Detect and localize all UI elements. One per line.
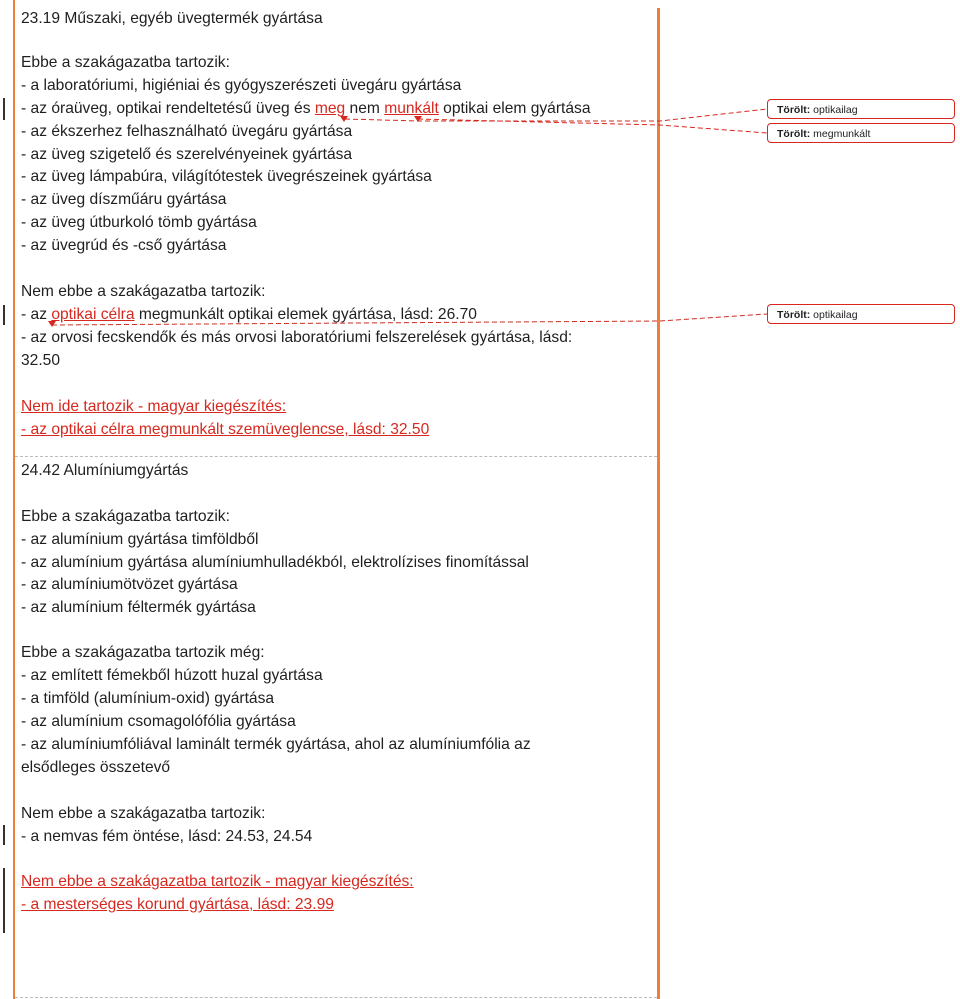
list-item: - az üveg szigetelő és szerelvényeinek gyártása xyxy=(21,146,353,163)
deletion-marker-icon xyxy=(414,116,422,122)
hu-supplement-item: - az optikai célra megmunkált szemüveglencse, lásd: 32.50 xyxy=(21,421,430,438)
list-item: - a timföld (alumínium-oxid) gyártása xyxy=(21,690,275,707)
list-item-with-revisions: - az óraüveg, optikai rendeltetésű üveg és meg nem munkált optikai elem gyártása xyxy=(21,100,591,117)
list-item: - az üveg díszműáru gyártása xyxy=(21,191,227,208)
list-item-continuation: elsődleges összetevő xyxy=(21,759,171,776)
inserted-text: munkált xyxy=(384,100,439,117)
includes-heading: Ebbe a szakágazatba tartozik: xyxy=(21,54,230,71)
list-item: - az alumínium gyártása alumíniumhulladékból, elektrolízises finomítással xyxy=(21,554,529,571)
list-item: - az üvegrúd és -cső gyártása xyxy=(21,237,227,254)
section-break xyxy=(15,456,657,457)
list-item: - az üveg útburkoló tömb gyártása xyxy=(21,214,257,231)
hu-supplement-heading: Nem ebbe a szakágazatba tartozik - magyar kiegészítés: xyxy=(21,873,414,890)
section-title: 23.19 Műszaki, egyéb üvegtermék gyártása xyxy=(21,10,323,27)
list-item: - az alumínium csomagolófólia gyártása xyxy=(21,713,296,730)
list-item: - az alumíniumötvözet gyártása xyxy=(21,576,238,593)
also-includes-heading: Ebbe a szakágazatba tartozik még: xyxy=(21,644,265,661)
list-item: - az üveg lámpabúra, világítótestek üvegrészeinek gyártása xyxy=(21,168,432,185)
includes-heading: Ebbe a szakágazatba tartozik: xyxy=(21,508,230,525)
inserted-text: meg xyxy=(314,100,346,117)
list-item-continuation: 32.50 xyxy=(21,352,61,369)
hu-supplement-heading: Nem ide tartozik - magyar kiegészítés: xyxy=(21,398,287,415)
list-item: - az alumínium gyártása timföldből xyxy=(21,531,259,548)
list-item: - az ékszerhez felhasználható üvegáru gyártása xyxy=(21,123,353,140)
list-item-with-revisions: - az optikai célra megmunkált optikai elemek gyártása, lásd: 26.70 xyxy=(21,306,477,323)
comment-balloon[interactable]: Törölt: optikailag xyxy=(767,304,955,324)
comment-balloon[interactable]: Törölt: optikailag xyxy=(767,99,955,119)
comment-balloon[interactable]: Törölt: megmunkált xyxy=(767,123,955,143)
inserted-text: optikai célra xyxy=(51,306,135,323)
section-title: 24.42 Alumíniumgyártás xyxy=(21,462,189,479)
excludes-heading: Nem ebbe a szakágazatba tartozik: xyxy=(21,805,266,822)
excludes-heading: Nem ebbe a szakágazatba tartozik: xyxy=(21,283,266,300)
list-item: - az alumíniumfóliával laminált termék gyártása, ahol az alumíniumfólia az xyxy=(21,736,531,753)
list-item: - az alumínium féltermék gyártása xyxy=(21,599,256,616)
list-item: - az orvosi fecskendők és más orvosi laboratóriumi felszerelések gyártása, lásd: xyxy=(21,329,573,346)
list-item: - az említett fémekből húzott huzal gyártása xyxy=(21,667,323,684)
page-bottom-break xyxy=(15,997,657,998)
list-item: - a laboratóriumi, higiéniai és gyógyszerészeti üvegáru gyártása xyxy=(21,77,462,94)
hu-supplement-item: - a mesterséges korund gyártása, lásd: 23.99 xyxy=(21,896,334,913)
list-item: - a nemvas fém öntése, lásd: 24.53, 24.54 xyxy=(21,828,313,845)
